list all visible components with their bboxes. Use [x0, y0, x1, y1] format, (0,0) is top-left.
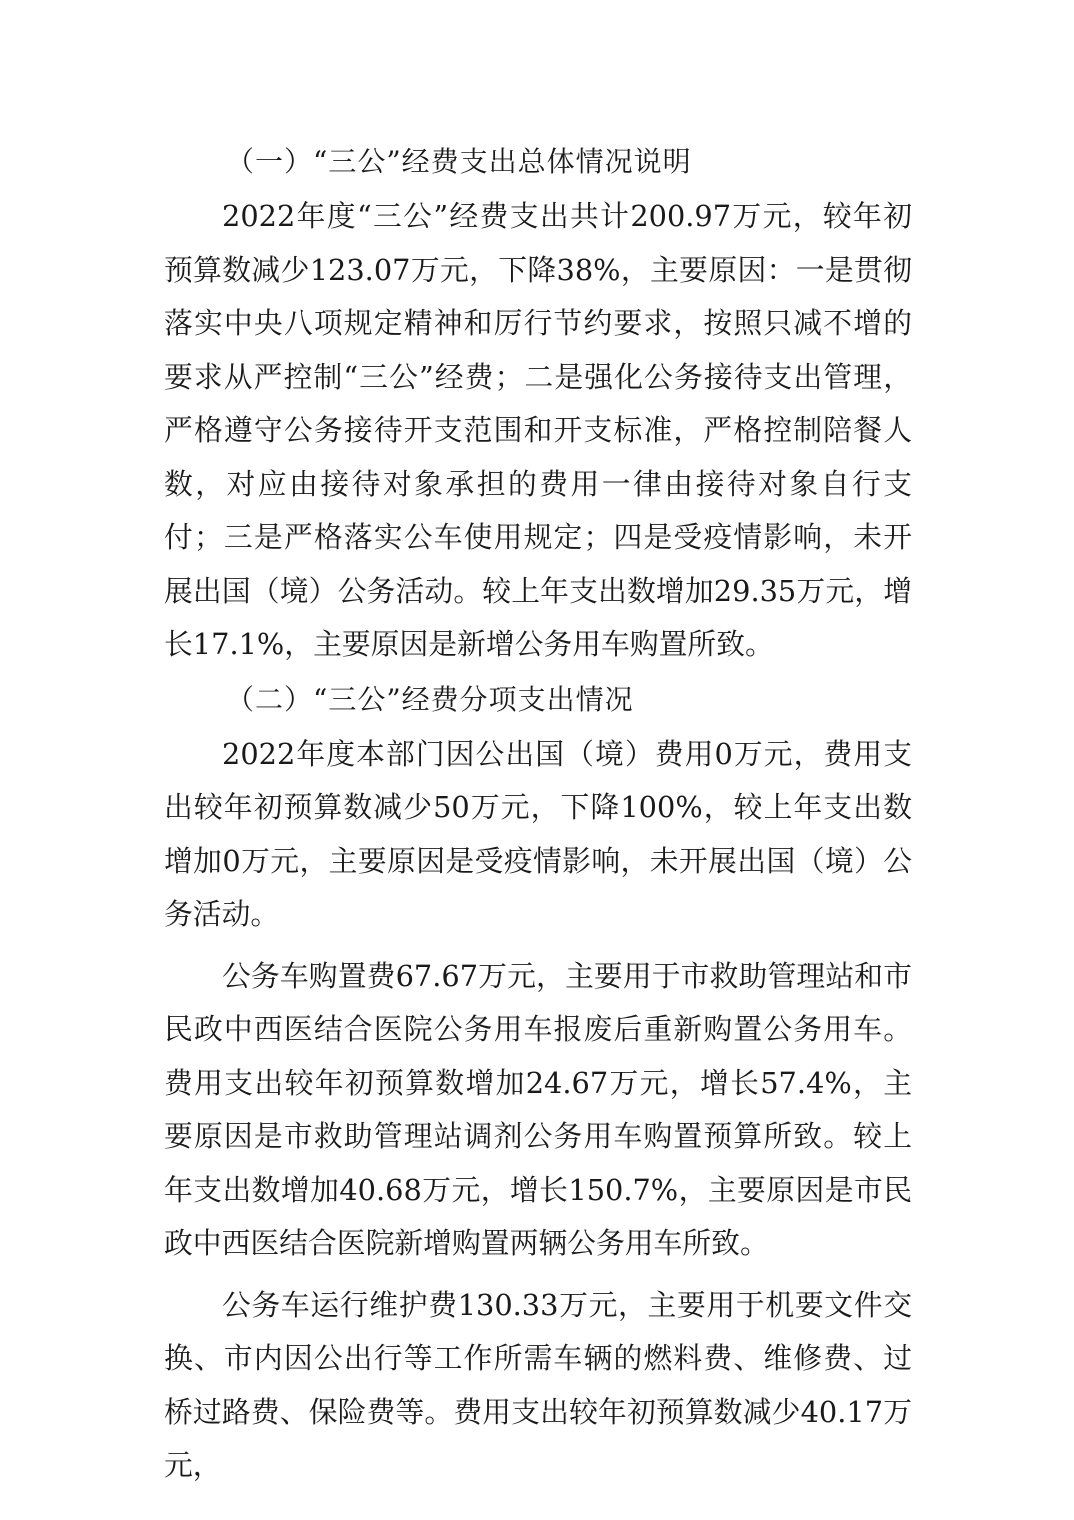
paragraph-overseas-travel: 2022年度本部门因公出国（境）费用0万元，费用支出较年初预算数减少50万元，下降100%，较上年支出数增加0万元，主要原因是受疫情影响，未开展出国（境）公务活动。: [164, 736, 912, 931]
section-heading-itemized: （二）“三公”经费分项支出情况: [226, 682, 634, 716]
paragraph-vehicle-maintenance: 公务车运行维护费130.33万元，主要用于机要文件交换、市内因公出行等工作所需车辆的燃料费、维修费、过桥过路费、保险费等。费用支出较年初预算数减少40.17万元，: [164, 1287, 912, 1482]
paragraph-vehicle-purchase: 公务车购置费67.67万元，主要用于市救助管理站和市民政中西医结合医院公务用车报废后重新购置公务用车。费用支出较年初预算数增加24.67万元，增长57.4%，主要原因是市救助管理站调剂公务用车购置预算所致。较上年支出数增加40.68万元，增长150.7%，主要原因是市民政中西医结合医院新增购置两辆公务用车所致。: [164, 958, 912, 1260]
section-heading-overall: （一）“三公”经费支出总体情况说明: [226, 145, 692, 178]
document-page: [164, 138, 912, 1493]
paragraph-overall-summary: 2022年度“三公”经费支出共计200.97万元，较年初预算数减少123.07万元，下降38%，主要原因：一是贯彻落实中央八项规定精神和厉行节约要求，按照只减不增的要求从严控制“三公”经费；二是强化公务接待支出管理，严格遵守公务接待开支范围和开支标准，严格控制陪餐人数，对应由接待对象承担的费用一律由接待对象自行支付；三是严格落实公车使用规定；四是受疫情影响，未开展出国（境）公务活动。较上年支出数增加29.35万元，增长17.1%，主要原因是新增公务用车购置所致。: [164, 199, 912, 661]
